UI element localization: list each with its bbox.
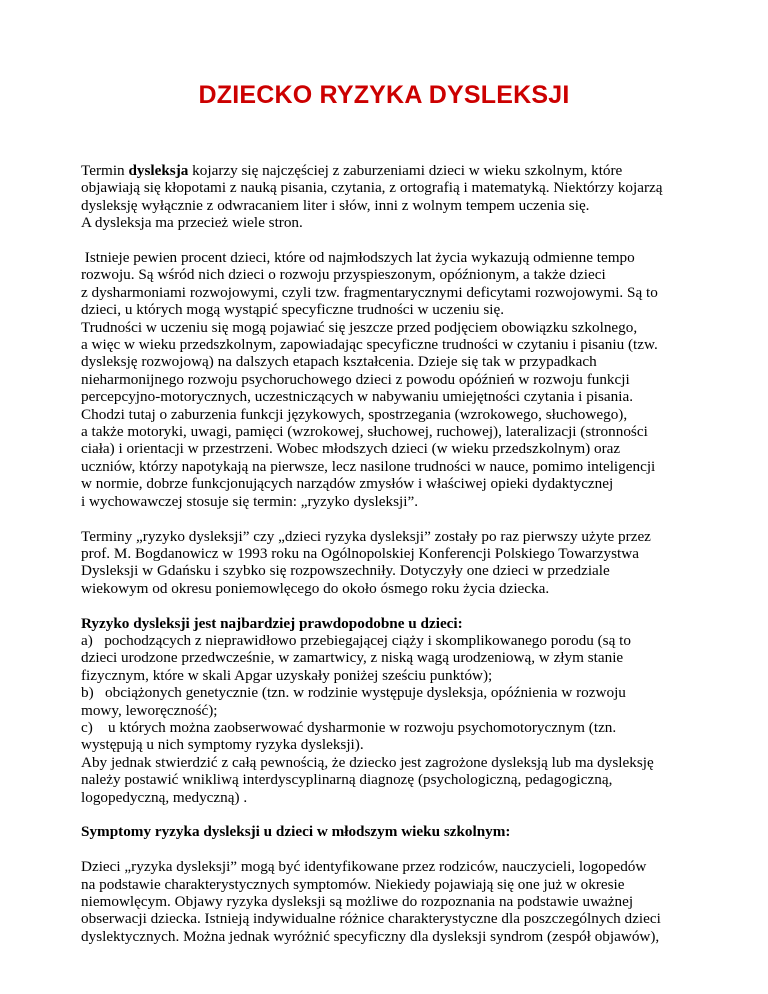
text-run: kojarzy się najczęściej z zaburzeniami dzieci w wieku szkolnym, które	[188, 162, 623, 179]
text-line: występują u nich symptomy ryzyka dysleksji).	[81, 736, 364, 754]
document-body	[81, 162, 721, 945]
text-line: uczniów, którzy napotykają na pierwsze, lecz nasilone trudności w nauce, pomimo inteligencji	[81, 457, 656, 475]
page-title: DZIECKO RYZYKA DYSLEKSJI	[198, 81, 570, 109]
text-line: Chodzi tutaj o zaburzenia funkcji językowych, spostrzegania (wzrokowego, słuchowego),	[81, 405, 628, 423]
list-item: a) pochodzących z nieprawidłowo przebiegającej ciąży i skomplikowanego porodu (są to	[81, 631, 631, 649]
text-line: i wychowawczej stosuje się termin: „ryzyko dysleksji”.	[81, 492, 418, 510]
list-item: b) obciążonych genetycznie (tzn. w rodzinie występuje dysleksja, opóźnienia w rozwoju	[81, 684, 626, 702]
paragraph-identification	[81, 858, 721, 945]
paragraph-intro	[81, 162, 721, 232]
text-line: wiekowym od okresu poniemowlęcego do około ósmego roku życia dziecka.	[81, 579, 550, 597]
text-line: należy postawić wnikliwą interdyscyplinarną diagnozę (psychologiczną, pedagogiczną,	[81, 771, 613, 789]
section-heading-risk: Ryzyko dysleksji jest najbardziej prawdopodobne u dzieci:	[81, 614, 463, 632]
section-heading-symptoms: Symptomy ryzyka dysleksji u dzieci w młodszym wieku szkolnym:	[81, 823, 511, 841]
text-line: Terminy „ryzyko dysleksji” czy „dzieci ryzyka dysleksji” zostały po raz pierwszy użyte przez	[81, 527, 651, 545]
text-line: Aby jednak stwierdzić z całą pewnością, że dziecko jest zagrożone dysleksją lub ma dysleksję	[81, 753, 654, 771]
paragraph-gap	[81, 232, 721, 249]
text-line: obserwacji dziecka. Istnieją indywidualne różnice charakterystyczne dla poszczególnych dzieci	[81, 910, 661, 928]
term-dysleksja: dysleksja	[128, 162, 189, 179]
paragraph-development	[81, 249, 721, 510]
text-line: nieharmonijnego rozwoju psychoruchowego dzieci z powodu opóźnień w rozwoju funkcji	[81, 370, 630, 388]
text-line: logopedyczną, medyczną) .	[81, 788, 248, 806]
paragraph-gap	[81, 806, 721, 823]
paragraph-risk-groups	[81, 615, 721, 806]
text-line: mowy, leworęczność);	[81, 701, 218, 719]
text-run: Termin	[81, 162, 129, 179]
paragraph-symptoms-heading	[81, 823, 721, 840]
paragraph-gap	[81, 510, 721, 527]
text-line: Istnieje pewien procent dzieci, które od najmłodszych lat życia wykazują odmienne tempo	[81, 249, 635, 267]
text-line: rozwoju. Są wśród nich dzieci o rozwoju przyspieszonym, opóźnionym, a także dzieci	[81, 266, 606, 284]
text-line: dyslektycznych. Można jednak wyróżnić specyficzny dla dysleksji syndrom (zespół objawów),	[81, 927, 660, 945]
text-line	[81, 162, 721, 179]
text-line: w normie, dobrze funkcjonujących narządów zmysłów i właściwej opieki dydaktycznej	[81, 475, 614, 493]
text-line: Dzieci „ryzyka dysleksji” mogą być identyfikowane przez rodziców, nauczycieli, logopedów	[81, 858, 647, 876]
text-line: Dysleksji w Gdańsku i szybko się rozpowszechniły. Dotyczyły one dzieci w przedziale	[81, 562, 610, 580]
paragraph-terms	[81, 528, 721, 598]
text-line: niemowlęcym. Objawy ryzyka dysleksji są możliwe do rozpoznania na podstawie uważnej	[81, 892, 634, 910]
text-line: Trudności w uczeniu się mogą pojawiać się jeszcze przed podjęciem obowiązku szkolnego,	[81, 318, 638, 336]
text-line: z dysharmoniami rozwojowymi, czyli tzw. fragmentarycznymi deficytami rozwojowymi. Są to	[81, 283, 658, 301]
text-line: ciała) i orientacji w przestrzeni. Wobec młodszych dzieci (w wieku przedszkolnym) oraz	[81, 440, 621, 458]
text-line: A dysleksja ma przecież wiele stron.	[81, 214, 303, 232]
text-line: a więc w wieku przedszkolnym, zapowiadając specyficzne trudności w czytaniu i pisaniu (tzw.	[81, 336, 658, 354]
text-line: na podstawie charakterystycznych symptomów. Niekiedy pojawiają się one już w okresie	[81, 875, 625, 893]
list-item: c) u których można zaobserwować dysharmonie w rozwoju psychomotorycznym (tzn.	[81, 718, 617, 736]
text-line: dzieci urodzone przedwcześnie, w zamartwicy, z niską wagą urodzeniową, w złym stanie	[81, 649, 624, 667]
paragraph-gap	[81, 841, 721, 858]
text-line: dzieci, u których mogą wystąpić specyficzne trudności w uczeniu się.	[81, 301, 504, 319]
text-line: objawiają się kłopotami z nauką pisania, czytania, z ortografią i matematyką. Niektórzy kojarzą	[81, 179, 663, 197]
text-line: percepcyjno-motorycznych, uczestniczących w nabywaniu umiejętności czytania i pisania.	[81, 388, 634, 406]
text-line: dysleksję wyłącznie z odwracaniem liter i słów, inni z wolnym tempem uczenia się.	[81, 196, 590, 214]
text-line: prof. M. Bogdanowicz w 1993 roku na Ogólnopolskiej Konferencji Polskiego Towarzystwa	[81, 544, 639, 562]
text-line: fizycznym, które w skali Apgar uzyskały poniżej sześciu punktów);	[81, 666, 493, 684]
text-line: a także motoryki, uwagi, pamięci (wzrokowej, słuchowej, ruchowej), lateralizacji (stronności	[81, 423, 648, 441]
text-line: dysleksję rozwojową) na dalszych etapach kształcenia. Dzieje się tak w przypadkach	[81, 353, 597, 371]
paragraph-gap	[81, 597, 721, 614]
